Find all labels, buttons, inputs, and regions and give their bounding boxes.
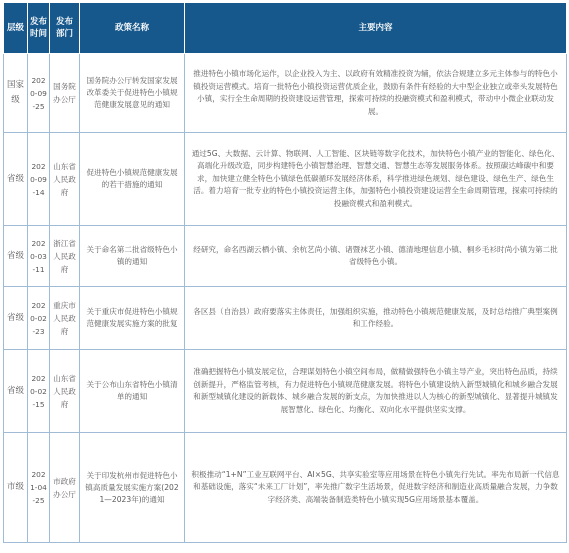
table-row (4, 350, 567, 433)
cell-policy-name: 促进特色小镇规范健康发展的若干措施的通知 (80, 133, 185, 226)
cell-policy-name: 关于印发杭州市促进特色小镇高质量发展实施方案(2021—2023年)的通知 (80, 433, 185, 543)
cell-content: 推进特色小镇市场化运作，以企业投入为主、以政府有效精准投资为辅，依法合规建立多元主体参与的特色小镇投资运营模式。培育一批特色小镇投资运营优质企业，鼓励有条件有经验的大中型企业独立或牵头发展特色小镇，实行全生命周期的投资建设运营管理，探索可持续的投融资模式和盈利模式，带动中小微企业联动发展。 (185, 54, 567, 133)
cell-policy-name: 关于重庆市促进特色小镇规范健康发展实施方案的批复 (80, 287, 185, 350)
cell-policy-name: 关于命名第二批省级特色小镇的通知 (80, 226, 185, 287)
cell-level: 市级 (4, 433, 28, 543)
cell-date: 2020-09-25 (28, 54, 50, 133)
header-dept: 发布部门 (50, 3, 80, 54)
cell-dept: 浙江省人民政府 (50, 226, 80, 287)
header-level: 层级 (4, 3, 28, 54)
header-content: 主要内容 (185, 3, 567, 54)
cell-level: 省级 (4, 350, 28, 433)
cell-level: 省级 (4, 226, 28, 287)
cell-date: 2020-03-11 (28, 226, 50, 287)
table-header-row (4, 3, 567, 54)
cell-policy-name: 关于公布山东省特色小镇清单的通知 (80, 350, 185, 433)
cell-content: 准确把握特色小镇发展定位，合理谋划特色小镇空间布局，做精做强特色小镇主导产业，突出特色品质，持续创新提升，严格监管考核，有力促进特色小镇规范健康发展。将特色小镇建设纳入新型城镇化和城乡融合发展和新型城镇化建设的新载体、城乡融合发展的新支点，为加快推进以人为核心的新型城镇化、显著提升城镇发展智慧化、绿色化、均衡化、双向化水平提供坚实支撑。 (185, 350, 567, 433)
cell-level: 国家级 (4, 54, 28, 133)
table-row (4, 433, 567, 543)
header-policy-name: 政策名称 (80, 3, 185, 54)
cell-content: 积极推动“1+N”工业互联网平台、AI×5G、共享实验室等应用场景在特色小镇先行先试。率先布局新一代信息和基础设施，落实“未来工厂计划”，率先推广数字生活场景，促进数字经济和制造业高质量融合发展，力争数字经济类、高端装备制造类特色小镇实现5G应用场景基本覆盖。 (185, 433, 567, 543)
cell-content: 各区县（自治县）政府要落实主体责任，加强组织实施，推动特色小镇规范健康发展，及时总结推广典型案例和工作经验。 (185, 287, 567, 350)
cell-dept: 重庆市人民政府 (50, 287, 80, 350)
cell-date: 2020-02-15 (28, 350, 50, 433)
cell-level: 省级 (4, 133, 28, 226)
table-row (4, 54, 567, 133)
cell-dept: 山东省人民政府 (50, 133, 80, 226)
table-row (4, 287, 567, 350)
cell-dept: 市政府办公厅 (50, 433, 80, 543)
cell-date: 2020-02-23 (28, 287, 50, 350)
cell-date: 2020-09-14 (28, 133, 50, 226)
cell-level: 省级 (4, 287, 28, 350)
table-row (4, 133, 567, 226)
cell-dept: 国务院办公厅 (50, 54, 80, 133)
header-date: 发布时间 (28, 3, 50, 54)
table-row (4, 226, 567, 287)
cell-dept: 山东省人民政府 (50, 350, 80, 433)
policy-table (3, 2, 567, 543)
cell-content: 经研究，命名西湖云栖小镇、余杭艺尚小镇、诸暨袜艺小镇、德清地理信息小镇、桐乡毛衫时尚小镇为第二批省级特色小镇。 (185, 226, 567, 287)
cell-date: 2021-04-25 (28, 433, 50, 543)
cell-policy-name: 国务院办公厅转发国家发展改革委关于促进特色小镇规范健康发展意见的通知 (80, 54, 185, 133)
cell-content: 通过5G、大数据、云计算、物联网、人工智能、区块链等数字化技术，加快特色小镇产业的智能化、绿色化、高端化升级改造，同步构建特色小镇智慧治理、智慧交通、智慧生态等发展服务体系。按照碳达峰碳中和要求，加快建立健全特色小镇绿色低碳循环发展经济体系，科学推进绿色规划、绿色建设、绿色生产、绿色生活。着力培育一批专业的特色小镇投资运营主体，加强特色小镇投资建设运营全生命周期管理，探索可持续的投融资模式和盈利模式。 (185, 133, 567, 226)
